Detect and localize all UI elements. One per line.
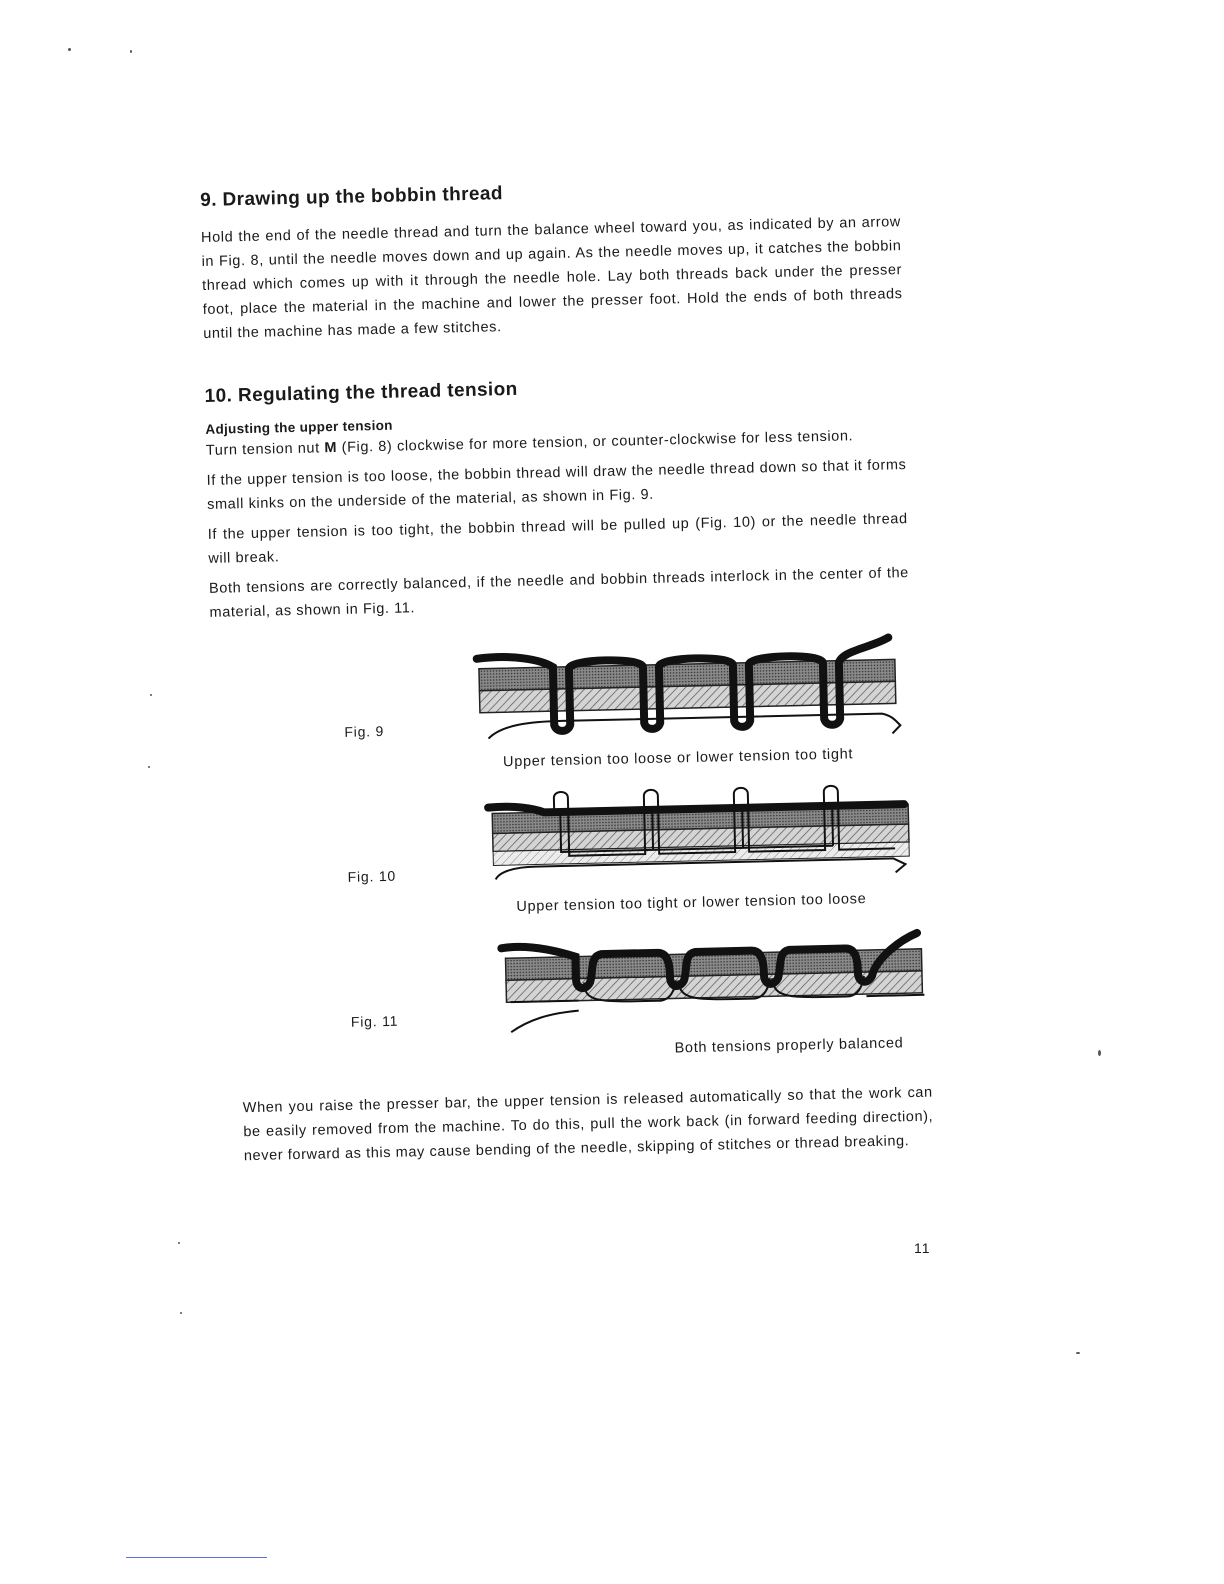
stitch-diagram-tight-upper bbox=[484, 778, 916, 898]
tension-figures bbox=[210, 633, 919, 1069]
presser-bar-paragraph: When you raise the presser bar, the upper tension is released automatically so that the work can be easily removed from the machine. To do this, pull the work back (in forward feeding direction), never forward as this may cause bending of the needle, skipping of stitches or thread breaking. bbox=[242, 1084, 934, 1165]
figure-9-label: Fig. 9 bbox=[344, 722, 385, 740]
figure-10-caption: Upper tension too tight or lower tension too loose bbox=[516, 891, 867, 916]
scan-speck bbox=[1098, 1050, 1101, 1056]
scan-speck bbox=[148, 766, 150, 768]
scan-speck bbox=[180, 1312, 182, 1314]
figure-11 bbox=[217, 923, 917, 1057]
section-thread-tension bbox=[204, 370, 909, 625]
figure-10 bbox=[214, 778, 914, 916]
figure-11-label: Fig. 11 bbox=[350, 1012, 399, 1030]
page-content bbox=[200, 174, 934, 1169]
scan-speck bbox=[150, 694, 152, 696]
balanced-tension-paragraph: Both tensions are correctly balanced, if the needle and bobbin threads interlock in the center of the material, as shown in Fig. 11. bbox=[208, 565, 910, 621]
section-9-body: Hold the end of the needle thread and turn the balance wheel toward you, as indicated by an arrow in Fig. 8, until the needle moves down and up again. As the needle moves up, it catches the bobbin thread which comes up with it through the needle hole. Lay both threads back under the presser foot, place the material in the machine and lower the presser foot. Hold the ends of both threads until the machine has made a few stitches. bbox=[200, 214, 903, 342]
section-9-heading: 9. Drawing up the bobbin thread bbox=[200, 183, 504, 211]
tight-tension-paragraph: If the upper tension is too tight, the bobbin thread will be pulled up (Fig. 10) or the needle thread will break. bbox=[207, 511, 908, 567]
page-number: 11 bbox=[914, 1240, 931, 1256]
figure-9-caption: Upper tension too loose or lower tension too tight bbox=[502, 746, 854, 771]
scan-speck bbox=[68, 48, 71, 51]
tension-nut-letter: M bbox=[324, 439, 338, 457]
figure-11-caption: Both tensions properly balanced bbox=[674, 1035, 904, 1057]
section-bobbin-thread bbox=[200, 174, 903, 346]
figure-10-label: Fig. 10 bbox=[347, 867, 397, 885]
scan-edge-line bbox=[126, 1557, 267, 1558]
scan-speck bbox=[1076, 1352, 1080, 1354]
loose-tension-paragraph: If the upper tension is too loose, the bobbin thread will draw the needle thread down so that it forms small kinks on the underside of the material, as shown in Fig. 9. bbox=[206, 457, 907, 513]
scan-speck bbox=[130, 50, 132, 53]
tension-nut-paragraph: Turn tension nut M (Fig. 8) clockwise for more tension, or counter-clockwise for less tension. bbox=[205, 428, 854, 459]
stitch-diagram-loose-upper bbox=[470, 633, 902, 753]
stitch-diagram-balanced bbox=[497, 923, 929, 1043]
upper-tension-subheading: Adjusting the upper tension bbox=[205, 417, 393, 437]
section-10-heading: 10. Regulating the thread tension bbox=[204, 378, 518, 407]
figure-9 bbox=[210, 633, 910, 771]
scan-speck bbox=[178, 1242, 180, 1244]
